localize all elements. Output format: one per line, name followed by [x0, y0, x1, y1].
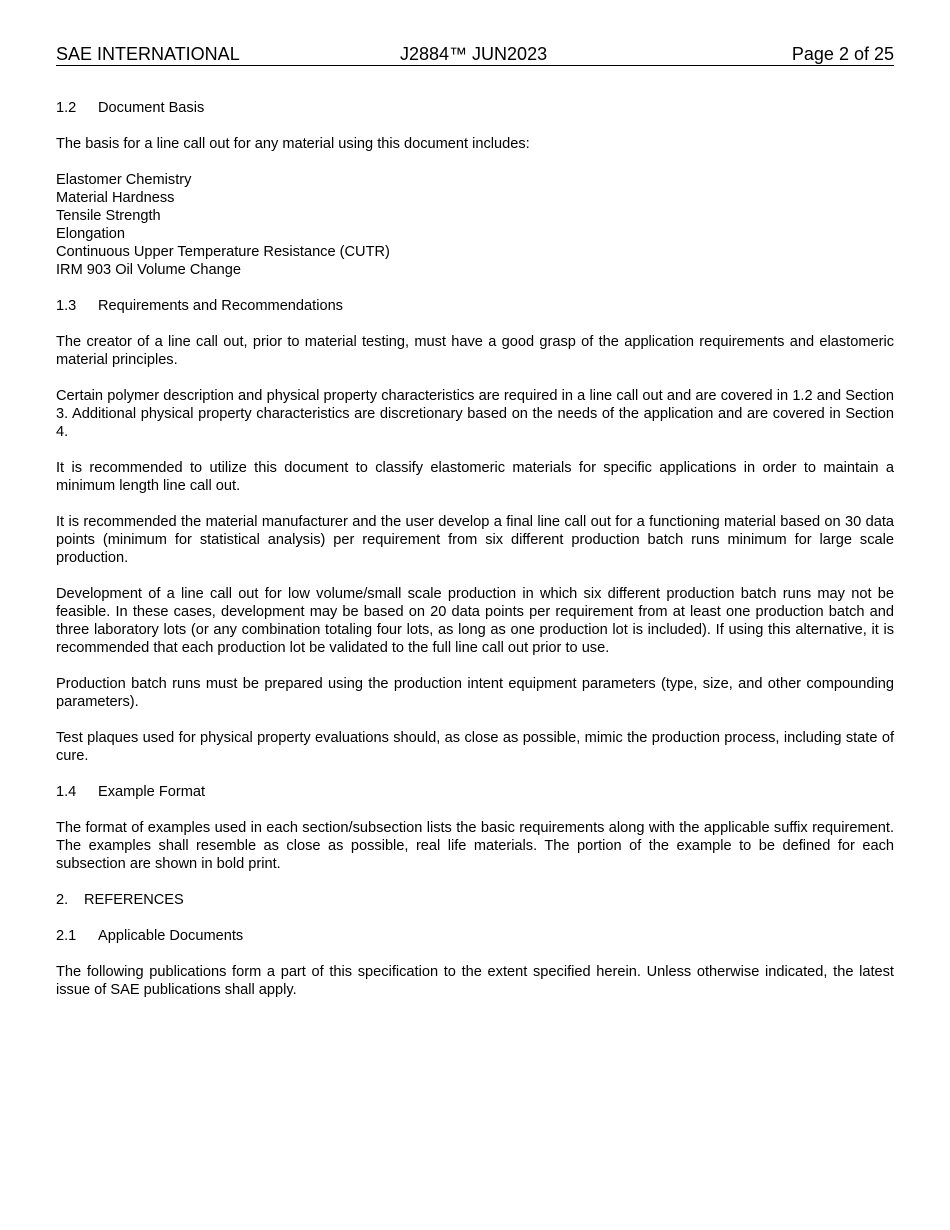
section-title: Applicable Documents — [98, 928, 244, 944]
section-title: Document Basis — [98, 100, 205, 116]
section-title: REFERENCES — [84, 892, 184, 908]
paragraph: Development of a line call out for low volume/small scale production in which six different production batch runs may not be feasible. In these cases, development may be based on 20 data points per requirement from at least one production batch and three laboratory lots (or any combination totaling four lots, as long as one production lot is included). If using this alternative, it is recommended that each production lot be validated to the full line call out prior to use. — [56, 586, 894, 656]
list-item: Elongation — [56, 226, 125, 242]
document-body — [56, 99, 894, 999]
section-2-heading — [56, 891, 894, 909]
section-1-2-heading — [56, 99, 894, 117]
section-1-2-intro: The basis for a line call out for any material using this document includes: — [56, 136, 530, 152]
section-1-3-heading — [56, 297, 894, 315]
list-item: Elastomer Chemistry — [56, 172, 192, 188]
section-number: 2.1 — [56, 928, 77, 944]
list-item: Continuous Upper Temperature Resistance (CUTR) — [56, 244, 390, 260]
paragraph: Test plaques used for physical property evaluations should, as close as possible, mimic the production process, including state of cure. — [56, 730, 894, 764]
document-page — [56, 43, 894, 999]
section-2-1-heading — [56, 927, 894, 945]
paragraph: The creator of a line call out, prior to material testing, must have a good grasp of the application requirements and elastomeric material principles. — [56, 334, 894, 368]
header-document-id: J2884™ JUN2023 — [400, 44, 548, 64]
paragraph: Production batch runs must be prepared using the production intent equipment parameters (type, size, and other compounding parameters). — [56, 676, 894, 710]
paragraph: The following publications form a part of this specification to the extent specified herein. Unless otherwise indicated, the latest issue of SAE publications shall apply. — [56, 964, 894, 998]
section-1-4-heading — [56, 783, 894, 801]
list-item: IRM 903 Oil Volume Change — [56, 262, 241, 278]
section-number: 1.3 — [56, 298, 77, 314]
list-item: Material Hardness — [56, 190, 175, 206]
paragraph: It is recommended the material manufacturer and the user develop a final line call out for a functioning material based on 30 data points (minimum for statistical analysis) per requirement from six different production batch runs minimum for large scale production. — [56, 514, 894, 566]
header-page-number: Page 2 of 25 — [791, 44, 894, 64]
section-number: 1.4 — [56, 784, 77, 800]
list-item: Tensile Strength — [56, 208, 161, 224]
paragraph: It is recommended to utilize this document to classify elastomeric materials for specific applications in order to maintain a minimum length line call out. — [56, 460, 894, 494]
section-number: 2. — [56, 892, 69, 908]
section-number: 1.2 — [56, 100, 77, 116]
section-title: Requirements and Recommendations — [98, 298, 343, 314]
basis-list — [56, 171, 894, 279]
header-organization: SAE INTERNATIONAL — [56, 44, 240, 64]
page-header — [56, 43, 894, 66]
section-title: Example Format — [98, 784, 206, 800]
paragraph: Certain polymer description and physical property characteristics are required in a line call out and are covered in 1.2 and Section 3. Additional physical property characteristics are discretionary based on the needs of the application and are covered in Section 4. — [56, 388, 894, 440]
paragraph: The format of examples used in each section/subsection lists the basic requirements along with the applicable suffix requirement. The examples shall resemble as close as possible, real life materials. The portion of the example to be defined for each subsection are shown in bold print. — [56, 820, 894, 872]
